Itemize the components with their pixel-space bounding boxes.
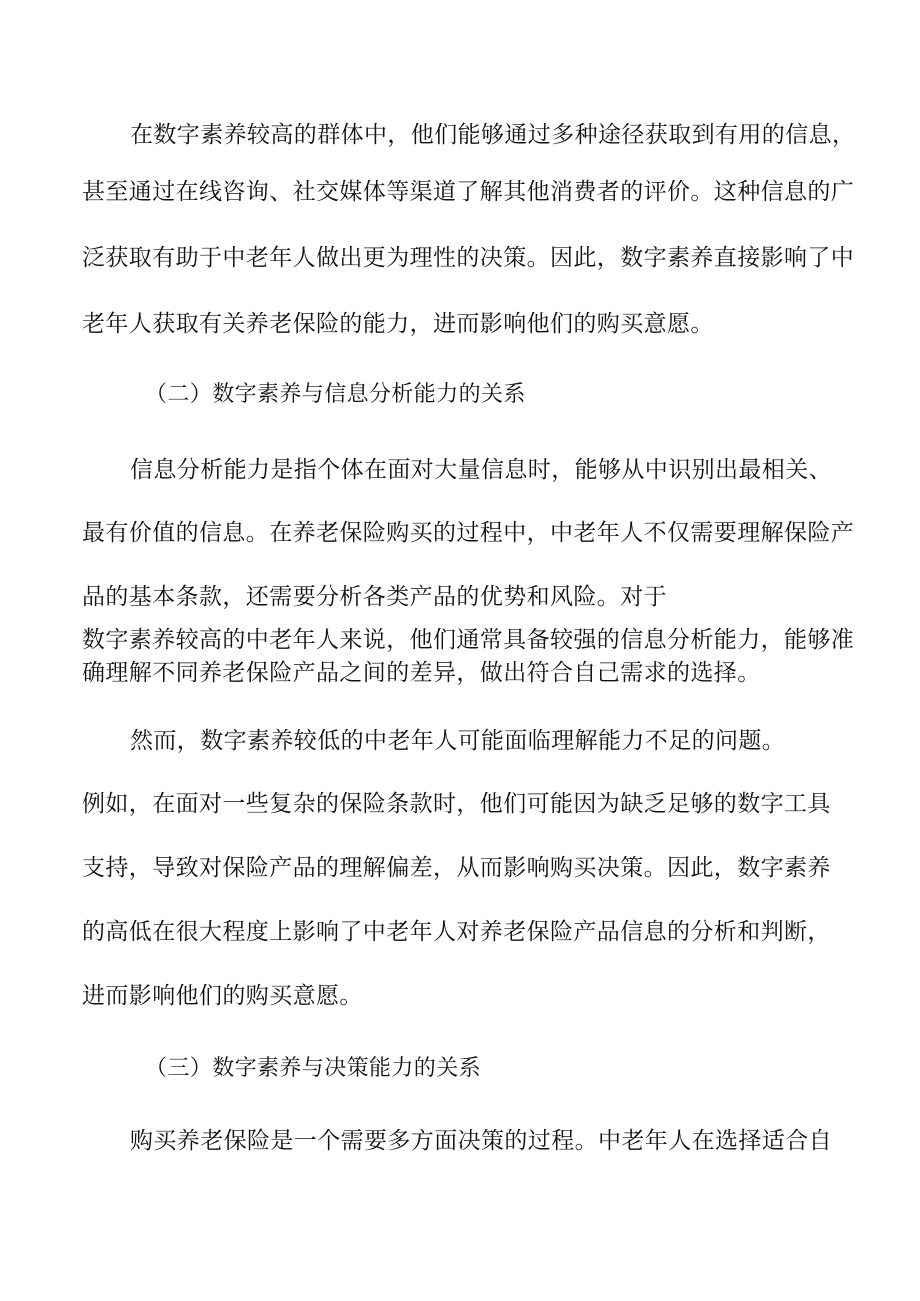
paragraph-3-line-5: 进而影响他们的购买意愿。 (82, 983, 363, 1009)
paragraph-3-line-2: 例如，在面对一些复杂的保险条款时，他们可能因为缺乏足够的数字工具 (82, 791, 831, 817)
paragraph-2-line-3: 品的基本条款，还需要分析各类产品的优势和风险。对于 (82, 584, 667, 610)
paragraph-1-line-3: 泛获取有助于中老年人做出更为理性的决策。因此，数字素养直接影响了中 (82, 245, 855, 271)
section-heading-2: （二）数字素养与信息分析能力的关系 (145, 382, 526, 407)
paragraph-2-line-1: 信息分析能力是指个体在面对大量信息时，能够从中识别出最相关、 (130, 457, 832, 483)
paragraph-2-line-4: 数字素养较高的中老年人来说，他们通常具备较强的信息分析能力，能够准 (82, 627, 855, 653)
paragraph-3-line-1: 然而，数字素养较低的中老年人可能面临理解能力不足的问题。 (130, 728, 786, 754)
section-heading-3: （三）数字素养与决策能力的关系 (145, 1056, 482, 1081)
paragraph-1-line-1: 在数字素养较高的群体中，他们能够通过多种途径获取到有用的信息， (130, 122, 856, 148)
paragraph-3-line-3: 支持，导致对保险产品的理解偏差，从而影响购买决策。因此，数字素养 (82, 855, 831, 881)
paragraph-3-line-4: 的高低在很大程度上影响了中老年人对养老保险产品信息的分析和判断， (82, 919, 831, 945)
paragraph-2-line-2: 最有价值的信息。在养老保险购买的过程中，中老年人不仅需要理解保险产 (82, 520, 855, 546)
paragraph-4-line-1: 购买养老保险是一个需要多方面决策的过程。中老年人在选择适合自 (130, 1128, 832, 1154)
paragraph-1-line-2: 甚至通过在线咨询、社交媒体等渠道了解其他消费者的评价。这种信息的广 (82, 179, 855, 205)
paragraph-1-line-4: 老年人获取有关养老保险的能力，进而影响他们的购买意愿。 (82, 311, 714, 337)
paragraph-2-line-5: 确理解不同养老保险产品之间的差异，做出符合自己需求的选择。 (82, 660, 761, 686)
